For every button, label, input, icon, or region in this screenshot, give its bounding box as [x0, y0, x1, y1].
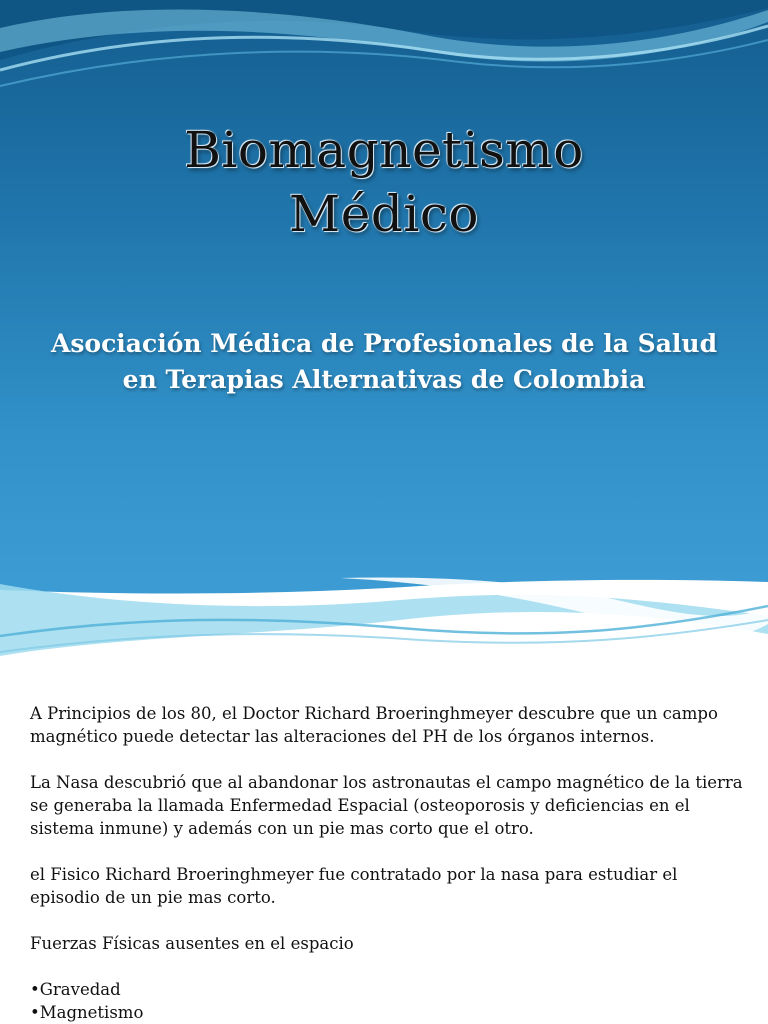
paragraph-4: Fuerzas Físicas ausentes en el espacio	[30, 934, 354, 953]
paragraph-2: La Nasa descubrió que al abandonar los astronautas el campo magnético de la tierra se generaba la llamada Enfermedad Espacial (osteoporosis y deficiencias en el sistema inmune) y además con un pie mas corto que el otro.	[30, 773, 743, 838]
bullet-item: •Magnetismo	[30, 1003, 144, 1022]
title-line-2: Médico	[289, 185, 479, 243]
bullet-item: •Gravedad	[30, 980, 121, 999]
subtitle-line-2: en Terapias Alternativas de Colombia	[122, 365, 646, 394]
title-line-1: Biomagnetismo	[184, 121, 584, 179]
paragraph-3: el Fisico Richard Broeringhmeyer fue contratado por la nasa para estudiar el episodio de un pie mas corto.	[30, 865, 678, 907]
wave-decoration-content	[0, 576, 768, 676]
paragraph-1: A Principios de los 80, el Doctor Richard Broeringhmeyer descubre que un campo magnético puede detectar las alteraciones del PH de los órganos internos.	[30, 704, 718, 746]
wave-decoration-top	[0, 0, 768, 110]
slide-title	[0, 118, 768, 246]
slide-subtitle	[20, 326, 748, 398]
content-slide	[0, 576, 768, 1024]
content-body	[30, 702, 745, 1024]
subtitle-line-1: Asociación Médica de Profesionales de la Salud	[50, 329, 718, 358]
